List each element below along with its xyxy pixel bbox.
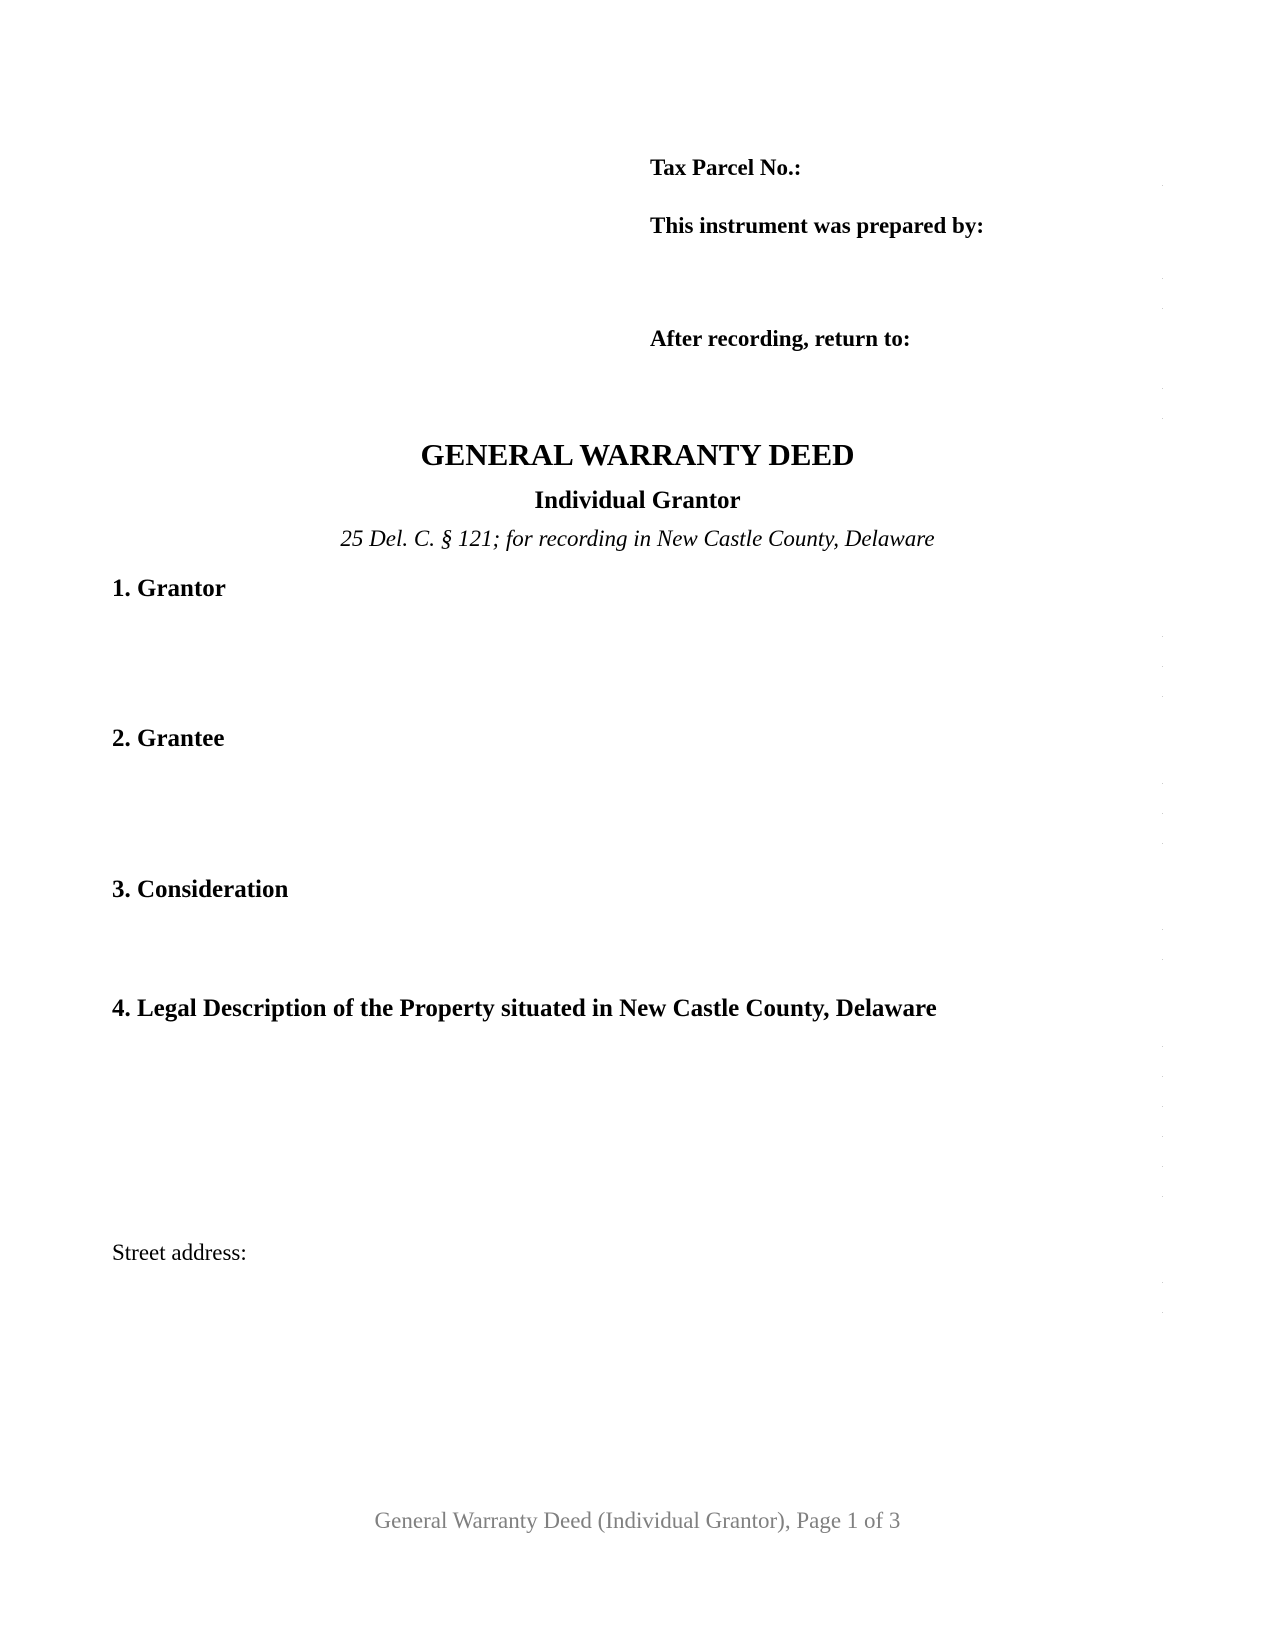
document-subtitle: Individual Grantor bbox=[534, 487, 741, 514]
section-legal-description-heading: 4. Legal Description of the Property situated in New Castle County, Delaware bbox=[112, 995, 937, 1022]
margin-dot bbox=[1162, 666, 1163, 667]
margin-dot bbox=[1162, 1076, 1163, 1077]
margin-dot bbox=[1162, 843, 1163, 844]
margin-dot bbox=[1162, 1046, 1163, 1047]
margin-dot bbox=[1162, 1106, 1163, 1107]
margin-dot bbox=[1162, 388, 1163, 389]
return-to-label: After recording, return to: bbox=[650, 326, 911, 351]
section-grantor-heading: 1. Grantor bbox=[112, 575, 226, 602]
margin-dot bbox=[1162, 418, 1163, 419]
document-title: GENERAL WARRANTY DEED bbox=[420, 437, 855, 472]
margin-dot bbox=[1162, 783, 1163, 784]
section-consideration-heading: 3. Consideration bbox=[112, 876, 289, 903]
margin-dot bbox=[1162, 929, 1163, 930]
margin-dot bbox=[1162, 636, 1163, 637]
page-footer: General Warranty Deed (Individual Grantor), Page 1 of 3 bbox=[374, 1508, 901, 1533]
prepared-by-label: This instrument was prepared by: bbox=[650, 213, 984, 238]
margin-dot bbox=[1162, 959, 1163, 960]
margin-dot bbox=[1162, 696, 1163, 697]
margin-dot bbox=[1162, 1166, 1163, 1167]
margin-dot bbox=[1162, 1136, 1163, 1137]
street-address-label: Street address: bbox=[112, 1240, 247, 1265]
margin-dot bbox=[1162, 1282, 1163, 1283]
margin-dot bbox=[1162, 185, 1163, 186]
section-grantee-heading: 2. Grantee bbox=[112, 725, 225, 752]
tax-parcel-label: Tax Parcel No.: bbox=[650, 155, 802, 180]
margin-dot bbox=[1162, 1312, 1163, 1313]
margin-dot bbox=[1162, 278, 1163, 279]
margin-dot bbox=[1162, 1196, 1163, 1197]
margin-dot bbox=[1162, 813, 1163, 814]
margin-dot bbox=[1162, 308, 1163, 309]
statute-citation: 25 Del. C. § 121; for recording in New Castle County, Delaware bbox=[340, 526, 935, 551]
